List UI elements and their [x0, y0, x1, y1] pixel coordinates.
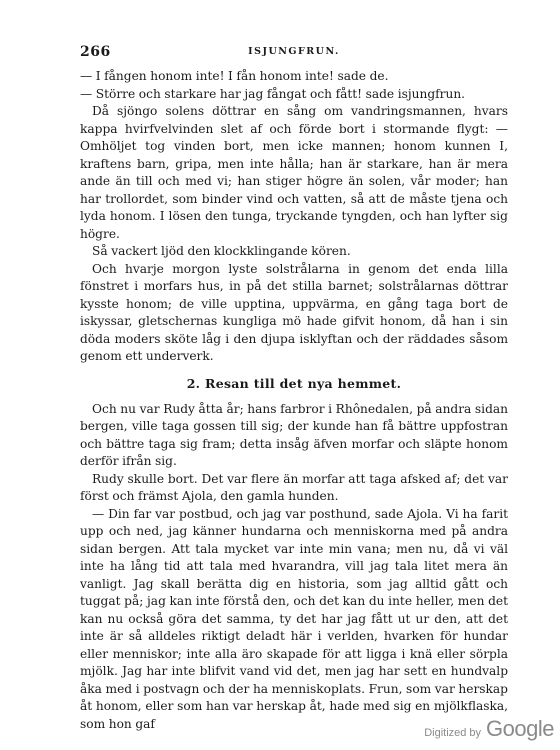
text-block-after — [80, 401, 508, 734]
book-page — [80, 44, 508, 733]
section-heading — [80, 376, 508, 391]
digitization-watermark — [424, 716, 554, 742]
paragraph: — Större och starkare har jag fångat och fått! sade isjungfrun. — [80, 86, 466, 101]
paragraph: Och nu var Rudy åtta år; hans farbror i Rhônedalen, på andra sidan bergen, ville taga gossen till sig; der kunde han få bättre uppfostran och bättre taga sig fram; detta insåg äfven morfar och släpte honom derför ifrån sig. — [80, 401, 508, 468]
paragraph: — I fången honom inte! I fån honom inte! sade de. — [80, 69, 389, 83]
paragraph: Då sjöngo solens döttrar en sång om vandringsmannen, hvars kappa hvirfvelvinden slet af och förde bort i stormande flygt: — Omhöljet tog vinden bort, men icke mannen; honom kunnen I, kraftens barn, gripa, men inte hålla; han är starkare, han är mera ande än till och med vi; han stiger högre än solen, vår moder; han har trollordet, som binder vind och vatten, så att de måste tjena och lyda honom. I lösen den tunga, tryckande tyngden, och han lyfter sig högre. — [80, 104, 508, 241]
running-title: ISJUNGFRUN. — [248, 46, 340, 57]
section-number: 2. — [186, 375, 201, 391]
watermark-logo: Google — [486, 716, 554, 741]
paragraph: Rudy skulle bort. Det var flere än morfar att taga afsked af; det var först och främst Ajola, den gamla hunden. — [80, 471, 508, 503]
section-title: Resan till det nya hemmet. — [205, 375, 402, 391]
text-block-before — [80, 68, 508, 366]
paragraph: Så vackert ljöd den klockklingande kören. — [92, 244, 351, 258]
paragraph: — Din far var postbud, och jag var posthund, sade Ajola. Vi ha farit upp och ned, jag känner hundarna och menniskorna med på andra sidan bergen. Att tala mycket var inte min vana; men nu, då vi väl inte ha lång tid att tala med hvarandra, vill jag tala litet mera än vanligt. Jag skall berätta dig en historia, som jag alltid gått och tuggat på; jag kan inte förstå den, och det kan du inte heller, men det kan nu också göra det samma, ty det har jag fått ut ur den, att det inte är så alldeles riktigt deladt här i verlden, hvarken för hundar eller menniskor; inte alla äro skapade för att ligga i knä eller sörpla mjölk. Jag har inte blifvit vand vid det, men jag har sett en hundvalp åka med i postvagn och der ha menniskoplats. Frun, som var herskap åt honom, eller som han var herskap åt, hade med sig en mjölkflaska, som hon gaf — [80, 506, 508, 731]
page-header — [80, 44, 508, 62]
paragraph: Och hvarje morgon lyste solstrålarna in genom det enda lilla fönstret i morfars hus, in på det stilla barnet; solstrålarnas döttrar kysste honom; de ville upptina, uppvärma, en gång taga bort de iskyssar, gletschernas kungliga mö hade gifvit honom, då han i sin döda moders sköte låg i den djupa isklyftan och der räddades såsom genom ett underverk. — [80, 261, 508, 363]
page-number: 266 — [80, 44, 111, 60]
watermark-prefix: Digitized by — [424, 727, 482, 739]
